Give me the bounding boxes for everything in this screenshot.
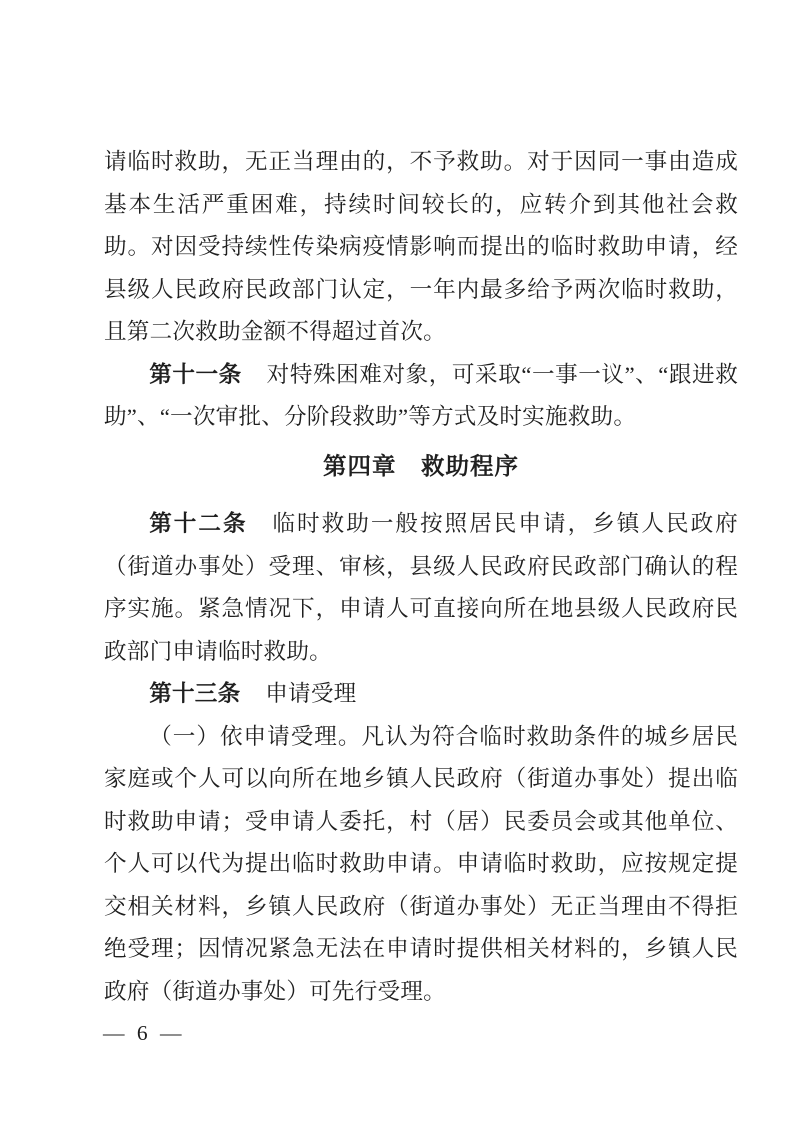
paragraph-text: 临时救助一般按照居民申请，乡镇人民政府（街道办事处）受理、审核，县级人民政府民政部门确认的程序实施。紧急情况下，申请人可直接向所在地县级人民政府民政部门申请临时救助。 bbox=[104, 511, 738, 664]
paragraph bbox=[104, 503, 738, 673]
article-number: 第十三条 bbox=[149, 681, 241, 706]
paragraph-text: （一）依申请受理。凡认为符合临时救助条件的城乡居民家庭或个人可以向所在地乡镇人民政府（街道办事处）提出临时救助申请；受申请人委托，村（居）民委员会或其他单位、个人可以代为提出临时救助申请。申请临时救助，应按规定提交相关材料，乡镇人民政府（街道办事处）无正当理由不得拒绝受理；因情况紧急无法在申请时提供相关材料的，乡镇人民政府（街道办事处）可先行受理。 bbox=[104, 723, 738, 1004]
paragraph-text: 对特殊困难对象，可采取“一事一议”、“跟进救助”、“一次审批、分阶段救助”等方式及时实施救助。 bbox=[104, 361, 738, 429]
article-number: 第十一条 bbox=[149, 361, 242, 387]
paragraph bbox=[104, 673, 738, 716]
paragraph bbox=[104, 141, 738, 354]
paragraph bbox=[104, 716, 738, 1014]
document-body bbox=[104, 141, 738, 1013]
chapter-heading: 第四章 救助程序 bbox=[323, 452, 519, 479]
paragraph-text: 申请受理 bbox=[265, 681, 357, 706]
paragraph bbox=[104, 354, 738, 439]
paragraph-text: 请临时救助，无正当理由的，不予救助。对于因同一事由造成基本生活严重困难，持续时间较长的，应转介到其他社会救助。对因受持续性传染病疫情影响而提出的临时救助申请，经县级人民政府民政部门认定，一年内最多给予两次临时救助，且第二次救助金额不得超过首次。 bbox=[104, 149, 738, 344]
article-number: 第十二条 bbox=[149, 511, 248, 536]
page-number: — 6 — bbox=[103, 1021, 183, 1045]
